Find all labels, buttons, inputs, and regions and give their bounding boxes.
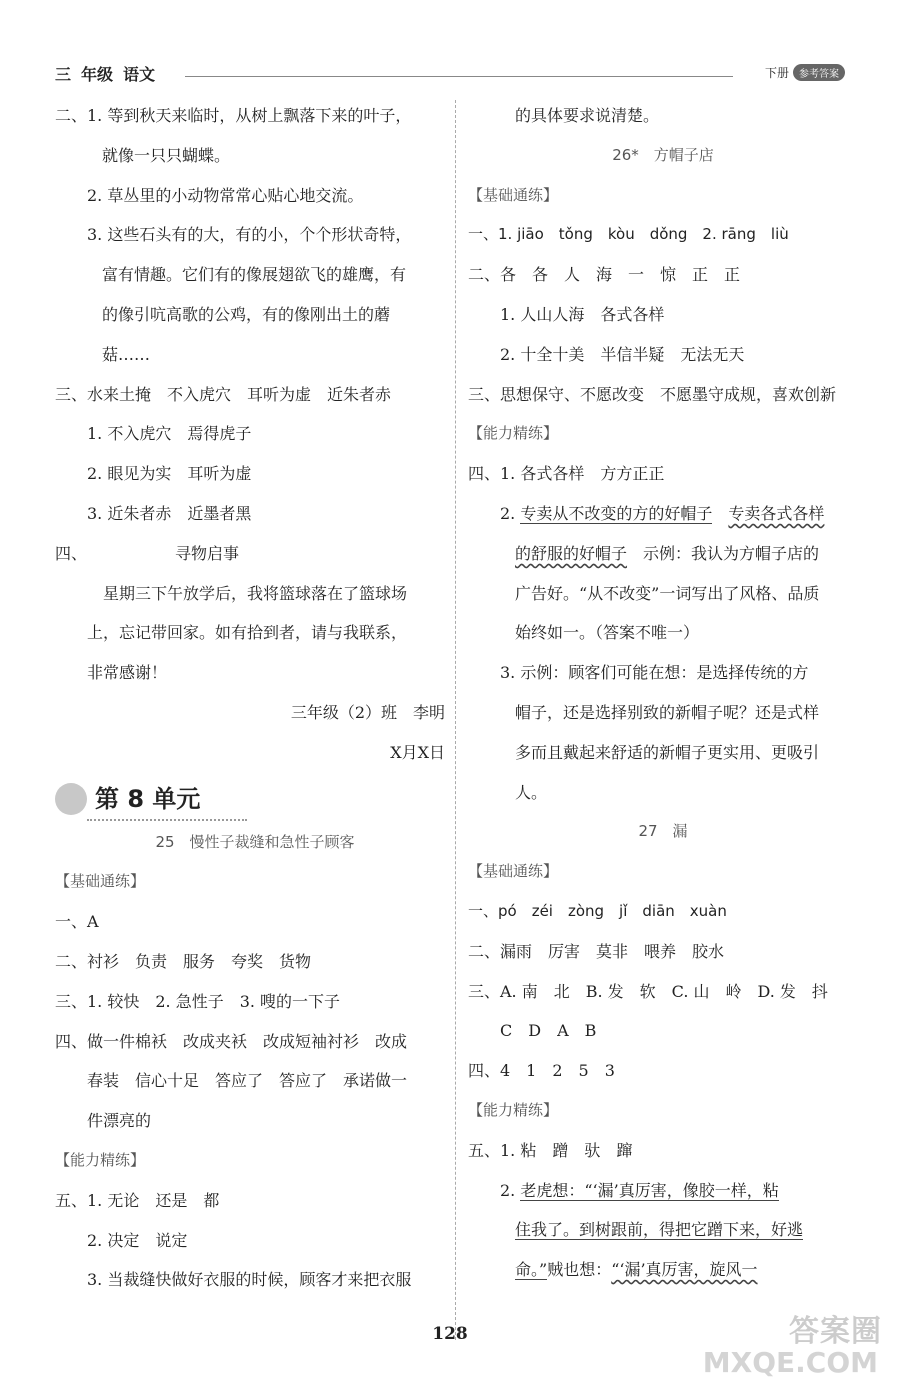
text-line: 四、做一件棉袄 改成夹袄 改成短袖衬衫 改成	[55, 1031, 408, 1051]
volume-label: 下册	[764, 66, 789, 80]
left-column	[55, 96, 455, 1300]
underlined-text: 老虎想：“‘漏’真厉害，像胶一样，粘	[520, 1180, 779, 1200]
text-line: 上，忘记带回家。如有拾到者，请与我联系，	[87, 623, 408, 643]
text-line: 【能力精练】	[55, 1150, 146, 1169]
section-heading: 【基础通练】	[468, 185, 559, 204]
lesson-title: 27 漏	[638, 822, 688, 841]
answer-badge: 参考答案	[793, 64, 845, 81]
text-line: 一、pó zéi zòng jǐ diān xuàn	[468, 901, 727, 920]
text-line: 3. 近朱者赤 近墨者黑	[87, 503, 252, 523]
text-line: 1. 人山人海 各式各样	[500, 304, 665, 324]
text-line	[468, 1250, 858, 1290]
text-line: 四、4 1 2 5 3	[468, 1061, 615, 1081]
text-span: 2.	[500, 503, 521, 523]
text-line: 2. 眼见为实 耳听为虚	[87, 464, 252, 484]
text-line: 非常感谢！	[87, 663, 168, 683]
text-line: 帽子，还是选择别致的新帽子呢？还是式样	[515, 702, 820, 722]
text-line: 3. 示例：顾客们可能在想：是选择传统的方	[500, 663, 809, 683]
text-line: 3. 当裁缝快做好衣服的时候，顾客才来把衣服	[87, 1270, 412, 1290]
text-line: 五、1. 无论 还是 都	[55, 1190, 220, 1210]
text-line: 三、A. 南 北 B. 发 软 C. 山 岭 D. 发 抖	[468, 981, 828, 1001]
subject: 语文	[123, 65, 156, 84]
text-line: 二、1. 等到秋天来临时，从树上飘落下来的叶子，	[55, 106, 412, 125]
unit-dotted-rule	[87, 819, 247, 821]
text-line	[468, 1210, 858, 1250]
text-line: 三、1. 较快 2. 急性子 3. 嗖的一下子	[55, 991, 341, 1011]
wavy-underlined-text: 专卖各式各样	[728, 503, 825, 523]
text-span	[712, 504, 728, 523]
text-line: 2. 草丛里的小动物常常心贴心地交流。	[87, 185, 364, 205]
grade-label: 年级	[81, 65, 114, 84]
section-heading: 【能力精练】	[468, 424, 559, 443]
text-line: 始终如一。（答案不唯一）	[515, 623, 700, 643]
text-line: 二、各 各 人 海 一 惊 正 正	[468, 265, 741, 285]
header-rule	[185, 76, 733, 77]
text-line: 星期三下午放学后，我将篮球落在了篮球场	[87, 583, 408, 603]
text-line	[468, 1171, 858, 1211]
text-line: 件漂亮的	[87, 1111, 152, 1131]
underlined-text: 住我了。到树跟前，得把它蹭下来，好逃	[515, 1220, 804, 1240]
text-line: 的像引吭高歌的公鸡，有的像刚出土的蘑	[102, 304, 391, 324]
text-line: 的具体要求说清楚。	[515, 106, 660, 125]
text-line: 三年级（2）班 李明	[290, 702, 445, 722]
text-line: 1. 不入虎穴 焉得虎子	[87, 424, 252, 444]
text-line: 25 慢性子裁缝和急性子顾客	[155, 832, 355, 851]
text-line: 三、水来土掩 不入虎穴 耳听为虚 近朱者赤	[55, 384, 392, 404]
text-line: 菇……	[102, 344, 151, 364]
unit-title: 第 8 单元	[95, 784, 201, 813]
text-line: 四、 寻物启事	[55, 543, 240, 563]
watermark-logo: 答案圈	[789, 1314, 882, 1349]
text-line: X月X日	[390, 742, 445, 762]
text-span: 示例：我认为方帽子店的	[627, 543, 820, 563]
header-volume	[765, 64, 845, 81]
text-line: 3. 这些石头有的大，有的小，个个形状奇特，	[87, 225, 412, 245]
text-line: 多而且戴起来舒适的新帽子更实用、更吸引	[515, 742, 820, 762]
text-line	[468, 534, 858, 574]
page-header	[55, 62, 845, 86]
grade: 三	[55, 65, 72, 84]
header-title	[55, 62, 155, 85]
watermark-url: MXQE.COM	[702, 1346, 878, 1379]
wavy-underlined-text: 的舒服的好帽子	[515, 543, 628, 563]
section-heading: 【基础通练】	[468, 862, 559, 881]
right-column	[468, 96, 858, 1290]
unit-heading	[55, 773, 455, 823]
column-divider	[455, 100, 456, 1340]
text-line: 人。	[515, 782, 548, 802]
section-heading: 【能力精练】	[468, 1100, 559, 1119]
text-line: 2. 十全十美 半信半疑 无法无天	[500, 344, 745, 364]
text-line: 四、1. 各式各样 方方正正	[468, 464, 665, 484]
text-line: 春装 信心十足 答应了 答应了 承诺做一	[87, 1071, 408, 1091]
text-line: 三、思想保守、不愿改变 不愿墨守成规，喜欢创新	[468, 384, 837, 404]
text-line: 就像一只只蝴蝶。	[102, 145, 231, 165]
left-lines	[55, 96, 455, 773]
text-span: 2.	[500, 1180, 521, 1200]
text-line: 富有情趣。它们有的像展翅欲飞的雄鹰，有	[102, 265, 407, 285]
text-line: C D A B	[500, 1021, 597, 1041]
text-line	[468, 494, 858, 534]
unit-circle-icon	[55, 783, 87, 815]
text-span: 贼也想：	[547, 1260, 612, 1280]
text-line: 一、A	[55, 912, 99, 932]
underlined-text: 命。”	[515, 1260, 548, 1280]
lesson-title: 26* 方帽子店	[612, 145, 714, 164]
wavy-underlined-text: “‘漏’真厉害，旋风一	[611, 1260, 758, 1280]
text-line: 广告好。“从不改变”一词写出了风格、品质	[515, 583, 820, 603]
text-line: 一、1. jiāo tǒng kòu dǒng 2. rāng liù	[468, 225, 789, 244]
text-line: 【基础通练】	[55, 872, 146, 891]
text-line: 2. 决定 说定	[87, 1230, 188, 1250]
underlined-text: 专卖从不改变的方的好帽子	[520, 503, 713, 523]
left2-lines	[55, 823, 455, 1301]
text-line: 五、1. 粘 蹭 驮 蹿	[468, 1140, 633, 1160]
page-number: 128	[432, 1324, 468, 1344]
text-line: 二、漏雨 厉害 莫非 喂养 胶水	[468, 941, 725, 961]
text-line: 二、衬衫 负责 服务 夸奖 货物	[55, 951, 312, 971]
